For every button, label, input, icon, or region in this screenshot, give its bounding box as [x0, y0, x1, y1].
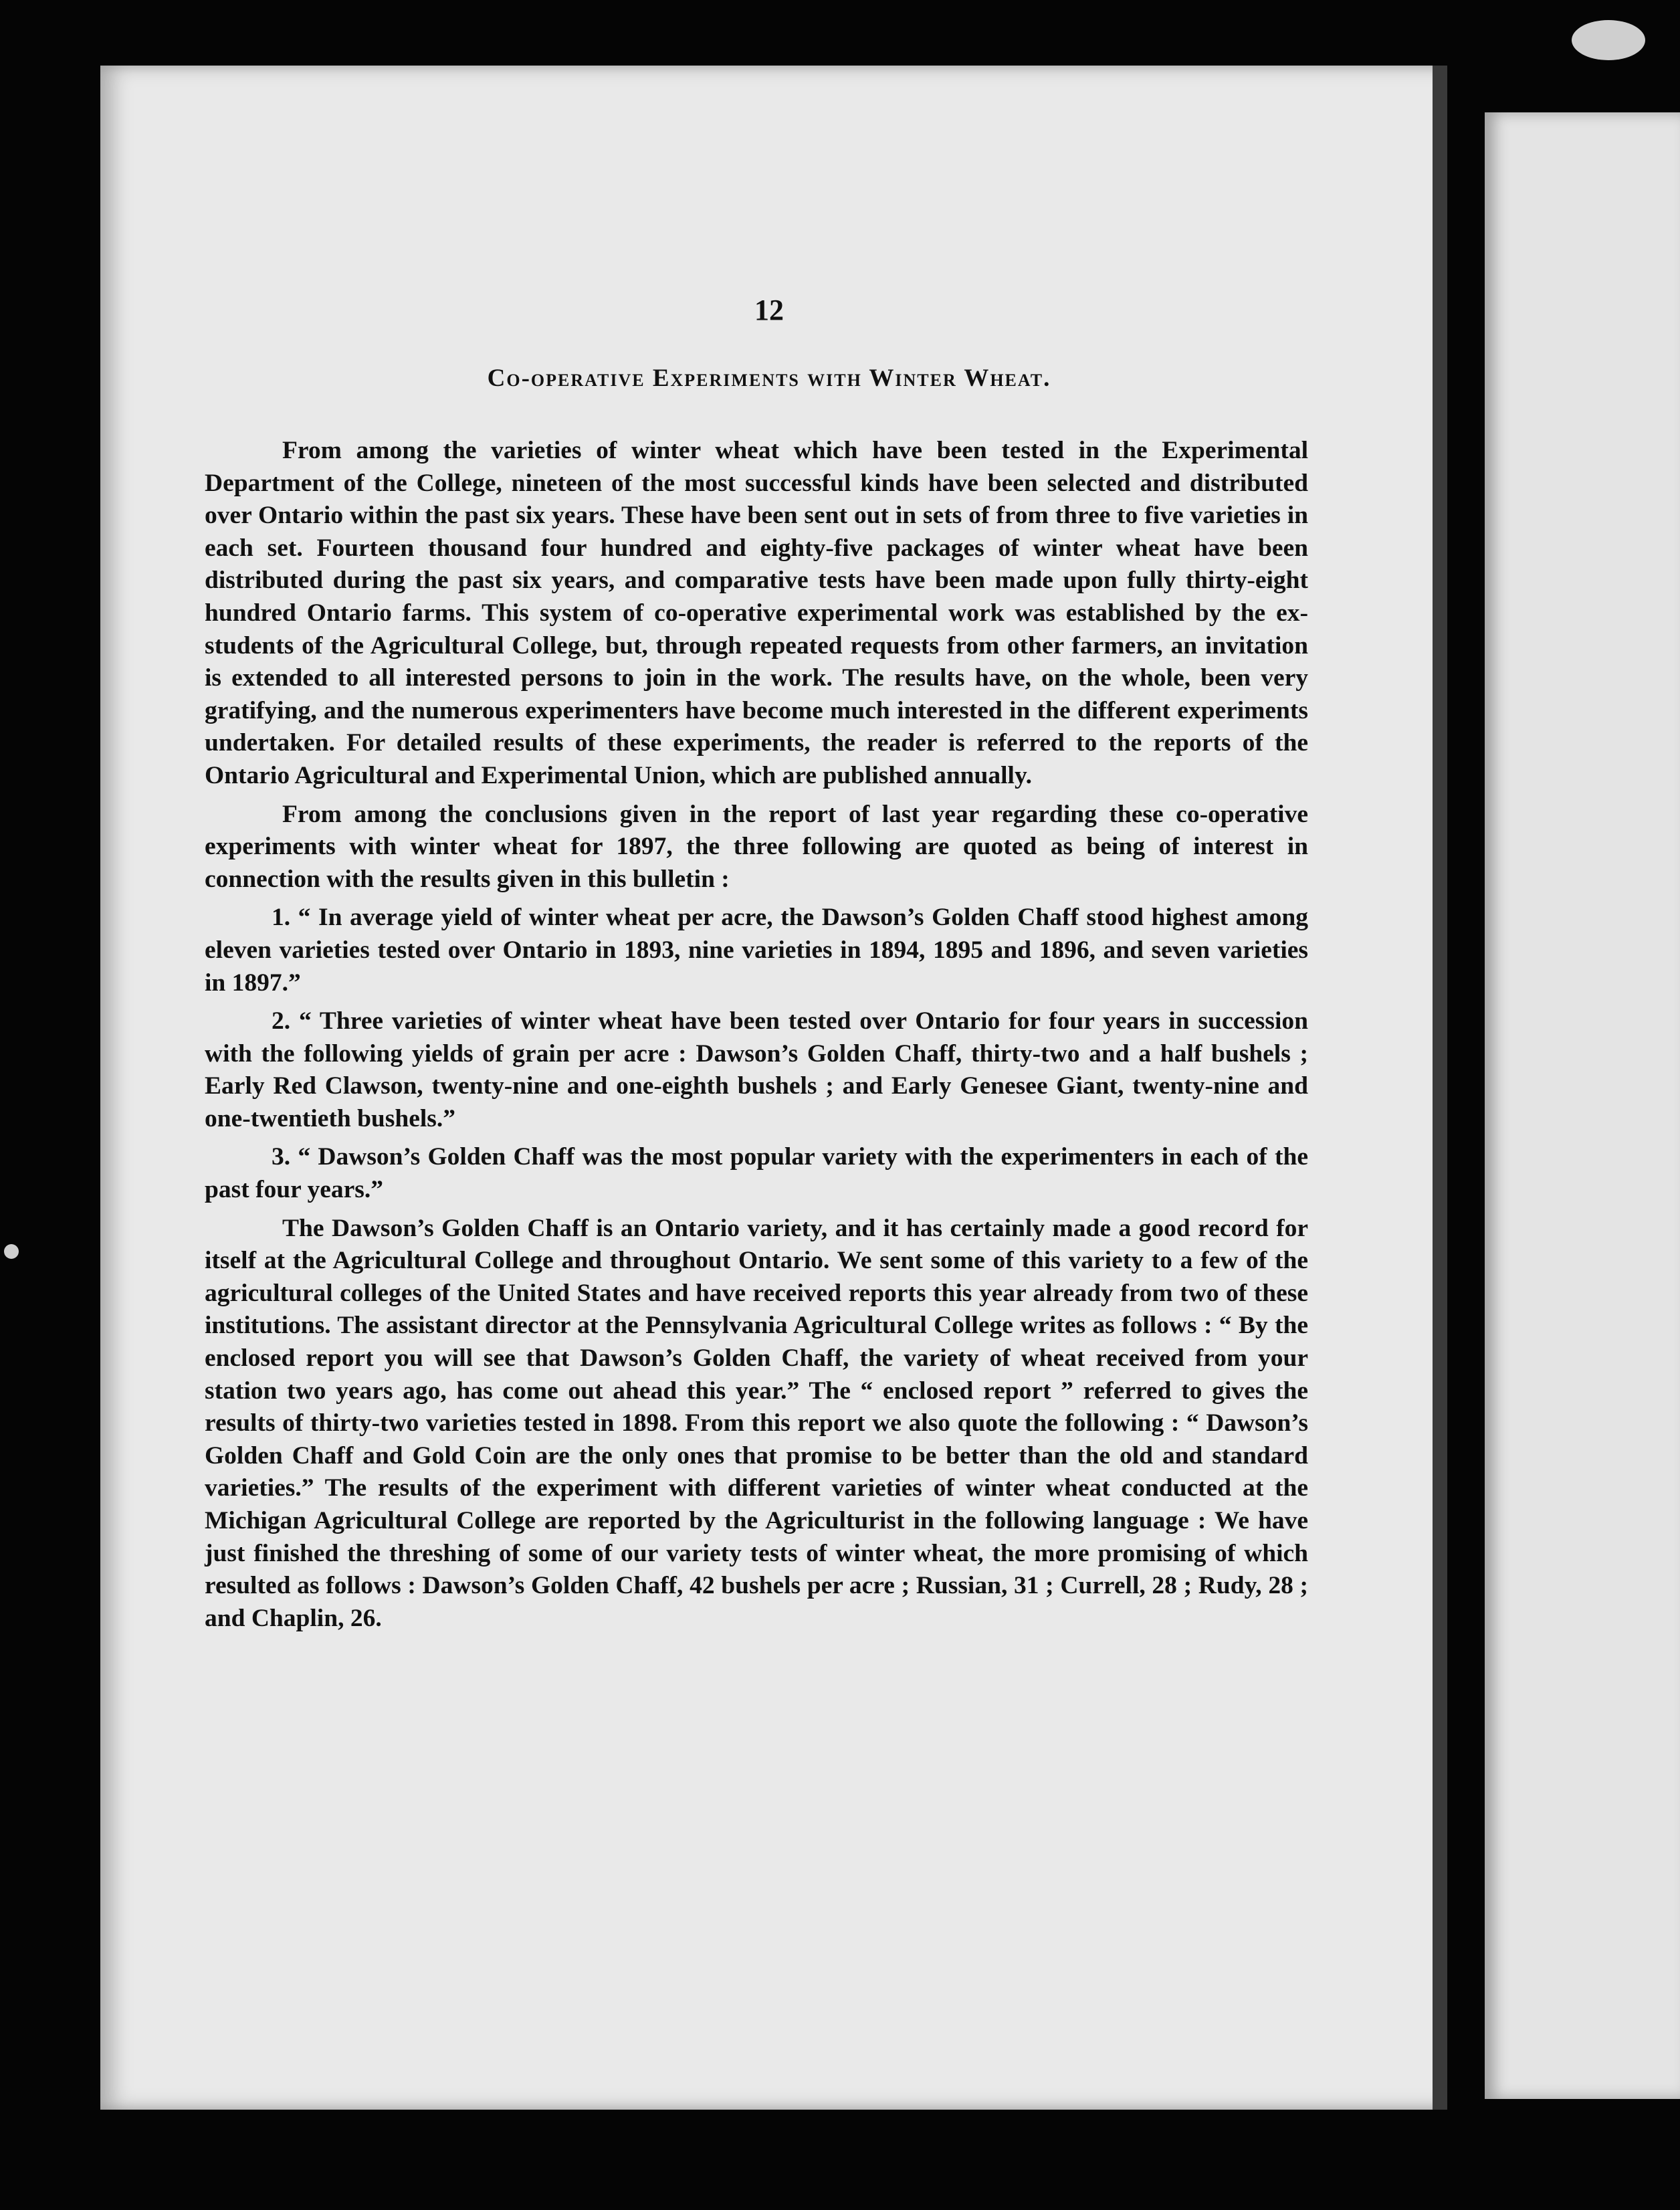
right-page: [1485, 112, 1680, 2099]
section-heading: Co-operative Experiments with Winter Wheat.: [487, 365, 1051, 392]
body-text: [205, 435, 1308, 1641]
paragraph: From among the conclusions given in the report of last year regarding these co-operative experiments with winter wheat for 1897, the three following are quoted as being of interest in connection with the results given in this bulletin :: [205, 800, 1308, 893]
paragraph: From among the varieties of winter wheat which have been tested in the Experimental Department of the College, nineteen of the most successful kinds have been selected and distributed over Ontario within the past six years. These have been sent out in sets of from three to five varieties in each set. Fourteen thousand four hundred and eighty-five packages of winter wheat have been distributed during the past six years, and comparative tests have been made upon fully thirty-eight hundred Ontario farms. This system of co-operative experimental work was established by the ex-students of the Agricultural College, but, through repeated requests from other farmers, an invitation is extended to all interested persons to join in the work. The results have, on the whole, been very gratifying, and the numerous experimenters have become much interested in the different experiments undertaken. For detailed results of these experiments, the reader is referred to the reports of the Ontario Agricultural and Experimental Union, which are published annually.: [205, 437, 1308, 789]
scan-speck: [1572, 20, 1645, 60]
quoted-conclusion: 2. “ Three varieties of winter wheat have been tested over Ontario for four years in succession with the following yields of grain per acre : Dawson’s Golden Chaff, thirty-two and a half bushels ; Early Red Clawson, twenty-nine and one-eighth bushels ; and Early Genesee Giant, twenty-nine and one-twentieth bushels.”: [205, 1007, 1308, 1132]
quoted-conclusion: 1. “ In average yield of winter wheat per acre, the Dawson’s Golden Chaff stood highest among eleven varieties tested over Ontario in 1893, nine varieties in 1894, 1895 and 1896, and seven varieties in 1897.”: [205, 904, 1308, 997]
scan-speck: [4, 1244, 19, 1259]
paragraph: The Dawson’s Golden Chaff is an Ontario variety, and it has certainly made a good record for itself at the Agricultural College and throughout Ontario. We sent some of this variety to a few of the agricultural colleges of the United States and have received reports this year already from two of these institutions. The assistant director at the Pennsylvania Agricultural College writes as follows : “ By the enclosed report you will see that Dawson’s Golden Chaff, the variety of wheat received from your station two years ago, has come out ahead this year.” The “ enclosed report ” referred to gives the results of thirty-two varieties tested in 1898. From this report we also quote the following : “ Dawson’s Golden Chaff and Gold Coin are the only ones that promise to be better than the old and standard varieties.” The results of the experiment with different varieties of winter wheat conducted at the Michigan Agricultural College are reported by the Agriculturist in the following language : We have just finished the threshing of some of our variety tests of winter wheat, the more promising of which resulted as follows : Dawson’s Golden Chaff, 42 bushels per acre ; Russian, 31 ; Currell, 28 ; Rudy, 28 ; and Chaplin, 26.: [205, 1214, 1308, 1632]
page-number: 12: [754, 294, 784, 326]
quoted-conclusion: 3. “ Dawson’s Golden Chaff was the most popular variety with the experimenters in each of the past four years.”: [205, 1143, 1308, 1204]
page-edge-shadow: [1433, 66, 1447, 2110]
